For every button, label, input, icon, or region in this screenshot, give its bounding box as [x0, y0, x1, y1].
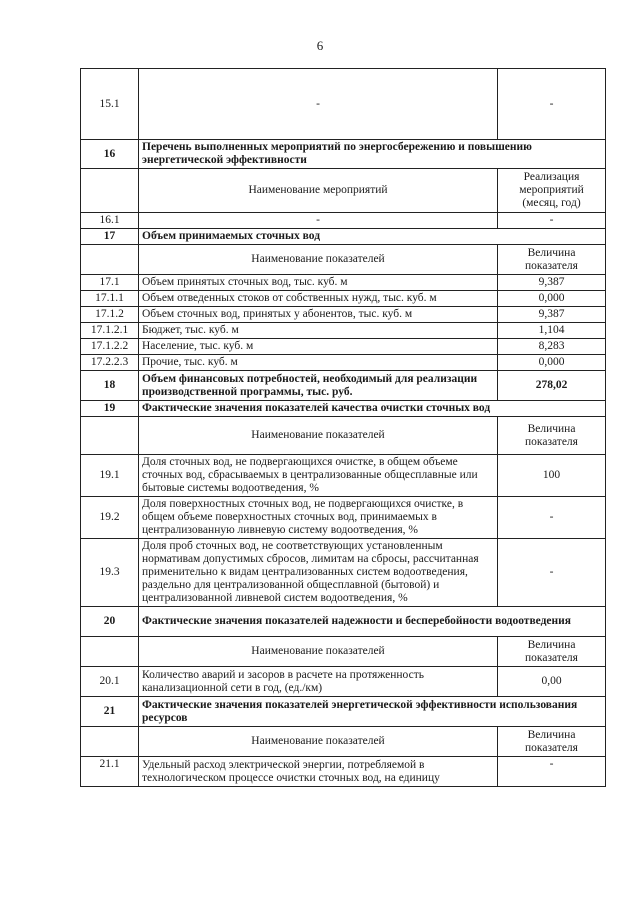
section-number: 18 — [81, 371, 139, 401]
column-header-value: Величина показателя — [498, 245, 606, 275]
empty-cell — [81, 727, 139, 757]
row-number: 19.2 — [81, 497, 139, 539]
table-row-19-3 — [81, 539, 606, 607]
row-value: 0,00 — [498, 667, 606, 697]
row-number: 19.1 — [81, 455, 139, 497]
row-value: 100 — [498, 455, 606, 497]
table-row-15-1 — [81, 69, 606, 140]
column-header-value: Величина показателя — [498, 727, 606, 757]
section-title: Перечень выполненных мероприятий по энергосбережению и повышению энергетической эффективности — [139, 140, 606, 169]
row-value: - — [498, 757, 606, 787]
row-value: - — [498, 539, 606, 607]
row-value: - — [498, 69, 606, 140]
table-row-17-1-1 — [81, 291, 606, 307]
table-row-17-1-2-1 — [81, 323, 606, 339]
row-name: Доля сточных вод, не подвергающихся очистке, в общем объеме сточных вод, сбрасываемых в централизованные общесплавные или бытовые системы водоотведения, % — [139, 455, 498, 497]
section-number: 21 — [81, 697, 139, 727]
header-row-21 — [81, 727, 606, 757]
table-row-16-1 — [81, 213, 606, 229]
section-row-21 — [81, 697, 606, 727]
row-value: 1,104 — [498, 323, 606, 339]
row-name: Бюджет, тыс. куб. м — [139, 323, 498, 339]
section-title: Объем финансовых потребностей, необходимый для реализации производственной программы, тыс. руб. — [139, 371, 498, 401]
row-name: Население, тыс. куб. м — [139, 339, 498, 355]
section-number: 16 — [81, 140, 139, 169]
row-name: Количество аварий и засоров в расчете на протяженность канализационной сети в год, (ед./км) — [139, 667, 498, 697]
row-value: 0,000 — [498, 355, 606, 371]
column-header-name: Наименование показателей — [139, 245, 498, 275]
row-number: 20.1 — [81, 667, 139, 697]
section-number: 17 — [81, 229, 139, 245]
row-number: 17.2.2.3 — [81, 355, 139, 371]
table-row-19-1 — [81, 455, 606, 497]
row-name: - — [139, 213, 498, 229]
row-value: - — [498, 213, 606, 229]
row-value: 9,387 — [498, 307, 606, 323]
row-name: - — [139, 69, 498, 140]
row-number: 16.1 — [81, 213, 139, 229]
empty-cell — [81, 417, 139, 455]
header-row-17 — [81, 245, 606, 275]
empty-cell — [81, 637, 139, 667]
empty-cell — [81, 245, 139, 275]
header-row-16 — [81, 169, 606, 213]
section-title: Фактические значения показателей энергетической эффективности использования ресурсов — [139, 697, 606, 727]
table-row-21-1 — [81, 757, 606, 787]
row-name: Доля поверхностных сточных вод, не подвергающихся очистке, в общем объеме поверхностных сточных вод, принимаемых в централизованную ливневую систему водоотведения, % — [139, 497, 498, 539]
row-number: 15.1 — [81, 69, 139, 140]
header-row-19 — [81, 417, 606, 455]
row-number: 21.1 — [81, 757, 139, 787]
section-number: 19 — [81, 401, 139, 417]
section-number: 20 — [81, 607, 139, 637]
table-row-20-1 — [81, 667, 606, 697]
table-row-17-1-2 — [81, 307, 606, 323]
section-title: Объем принимаемых сточных вод — [139, 229, 606, 245]
row-number: 17.1.2.1 — [81, 323, 139, 339]
table-row-17-2-2-3 — [81, 355, 606, 371]
page-number: 6 — [316, 38, 324, 53]
section-row-19 — [81, 401, 606, 417]
table-row-17-1 — [81, 275, 606, 291]
row-number: 17.1.2 — [81, 307, 139, 323]
section-row-17 — [81, 229, 606, 245]
section-row-20 — [81, 607, 606, 637]
row-value: 0,000 — [498, 291, 606, 307]
column-header-name: Наименование показателей — [139, 417, 498, 455]
row-name: Доля проб сточных вод, не соответствующих установленным нормативам допустимых сбросов, лимитам на сбросы, рассчитанная применительно к видам централизованных систем водоотведения, раздельно для централизованной общесплавной (бытовой) и централизованной ливневой систем водоотведения, % — [139, 539, 498, 607]
column-header-name: Наименование показателей — [139, 637, 498, 667]
header-row-20 — [81, 637, 606, 667]
row-number: 17.1.1 — [81, 291, 139, 307]
indicators-table — [80, 68, 606, 787]
row-name: Прочие, тыс. куб. м — [139, 355, 498, 371]
row-value: 8,283 — [498, 339, 606, 355]
row-name: Удельный расход электрической энергии, потребляемой в технологическом процессе очистки сточных вод, на единицу — [139, 757, 498, 787]
column-header-name: Наименование показателей — [139, 727, 498, 757]
row-name: Объем сточных вод, принятых у абонентов, тыс. куб. м — [139, 307, 498, 323]
table-row-19-2 — [81, 497, 606, 539]
row-value: 9,387 — [498, 275, 606, 291]
column-header-value: Величина показателя — [498, 637, 606, 667]
row-name: Объем принятых сточных вод, тыс. куб. м — [139, 275, 498, 291]
empty-cell — [81, 169, 139, 213]
column-header-value: Величина показателя — [498, 417, 606, 455]
section-title: Фактические значения показателей надежности и бесперебойности водоотведения — [139, 607, 606, 637]
row-number: 19.3 — [81, 539, 139, 607]
column-header-name: Наименование мероприятий — [139, 169, 498, 213]
column-header-value: Реализация мероприятий (месяц, год) — [498, 169, 606, 213]
row-value: - — [498, 497, 606, 539]
section-row-18 — [81, 371, 606, 401]
section-title: Фактические значения показателей качества очистки сточных вод — [139, 401, 606, 417]
row-name: Объем отведенных стоков от собственных нужд, тыс. куб. м — [139, 291, 498, 307]
row-number: 17.1 — [81, 275, 139, 291]
table-row-17-1-2-2 — [81, 339, 606, 355]
section-row-16 — [81, 140, 606, 169]
row-number: 17.1.2.2 — [81, 339, 139, 355]
section-value: 278,02 — [498, 371, 606, 401]
